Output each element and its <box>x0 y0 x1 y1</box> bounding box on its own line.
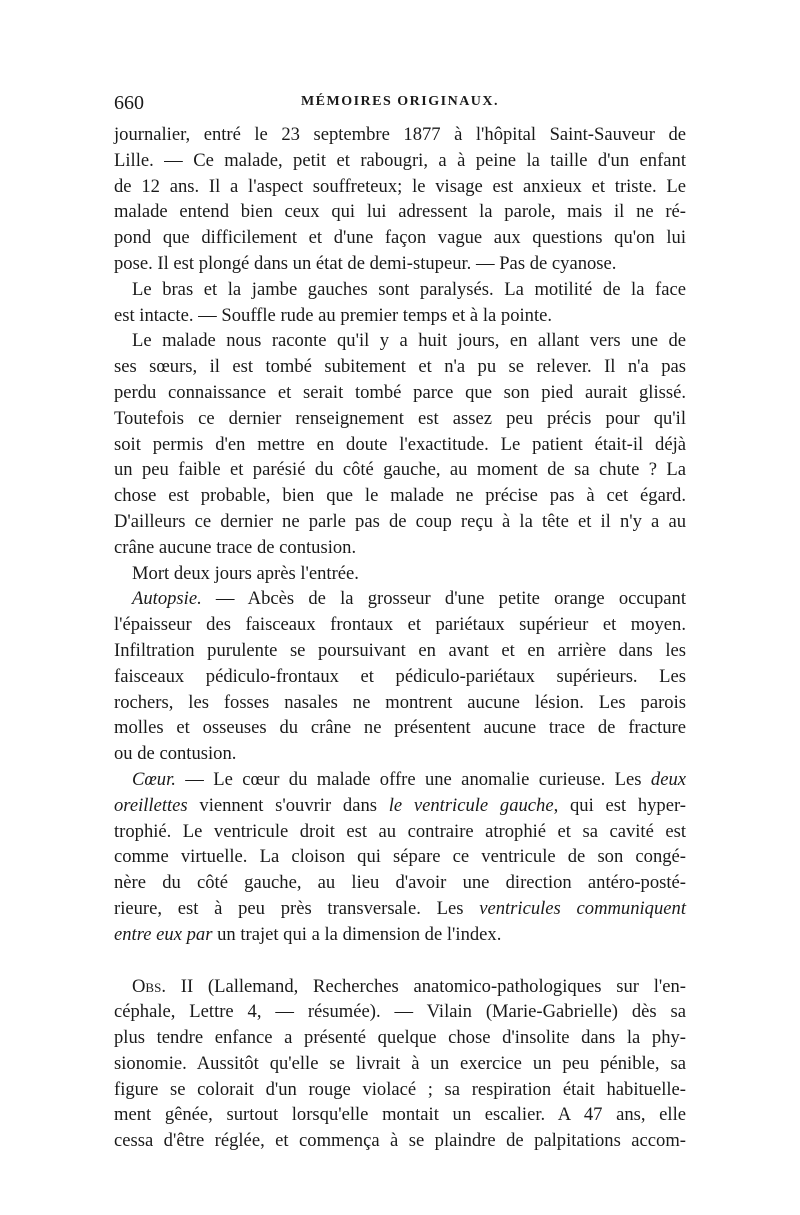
text-line: un peu faible et parésié du côté gauche, au moment de sa chute ? La <box>114 459 686 481</box>
text-line: céphale, Lettre 4, — résumée). — Vilain (Marie-Gabrielle) dès sa <box>114 1001 686 1023</box>
coeur-heading: Cœur. <box>132 768 176 790</box>
body-text <box>114 122 686 1154</box>
text-line: rochers, les fosses nasales ne montrent aucune lésion. Les parois <box>114 691 686 713</box>
text-run: un trajet qui a la dimension de l'index. <box>212 923 502 945</box>
text-line: ou de contusion. <box>114 743 237 765</box>
text-line: plus tendre enfance a présenté quelque chose d'insolite dans la phy- <box>114 1027 686 1049</box>
text-line: malade entend bien ceux qui lui adressent la parole, mais il ne ré- <box>114 201 686 223</box>
text-line <box>114 586 686 612</box>
text-line: de 12 ans. Il a l'aspect souffreteux; le visage est anxieux et triste. Le <box>114 175 686 197</box>
running-header <box>114 92 686 122</box>
text-line: Lille. — Ce malade, petit et rabougri, a à peine la taille d'un enfant <box>114 149 686 171</box>
text-line: Toutefois ce dernier renseignement est assez peu précis pour qu'il <box>114 407 686 429</box>
text-line: l'épaisseur des faisceaux frontaux et pariétaux supérieur et moyen. <box>114 614 686 636</box>
text-line: crâne aucune trace de contusion. <box>114 536 357 558</box>
text-line <box>114 896 686 922</box>
text-line: molles et osseuses du crâne ne présentent aucune trace de fracture <box>114 717 686 739</box>
text-line: faisceaux pédiculo-frontaux et pédiculo-pariétaux supérieurs. Les <box>114 665 686 687</box>
text-line: cessa d'être réglée, et commença à se plaindre de palpitations accom- <box>114 1130 686 1152</box>
text-line: perdu connaissance et serait tombé parce que son pied aurait glissé. <box>114 381 686 403</box>
text-line: pond que difficilement et d'une façon vague aux questions qu'on lui <box>114 227 686 249</box>
text-line <box>114 922 686 948</box>
text-line: soit permis d'en mettre en doute l'exactitude. Le patient était-il déjà <box>114 433 686 455</box>
text-line: D'ailleurs ce dernier ne parle pas de coup reçu à la tête et il n'y a au <box>114 510 686 532</box>
text-line <box>114 767 686 793</box>
text-line: ses sœurs, il est tombé subitement et n'a pu se relever. Il n'a pas <box>114 356 686 378</box>
page-number: 660 <box>114 92 144 114</box>
text-line: Mort deux jours après l'entrée. <box>132 562 359 584</box>
text-line: journalier, entré le 23 septembre 1877 à l'hôpital Saint-Sauveur de <box>114 124 686 145</box>
text-run: (Lallemand, Recherches anatomico-pathologiques sur l'en- <box>193 975 686 997</box>
book-page <box>114 92 686 1154</box>
text-line: ment gênée, surtout lorsqu'elle montait un escalier. A 47 ans, elle <box>114 1104 686 1126</box>
text-run-italic: oreillettes <box>114 794 188 816</box>
text-line: Infiltration purulente se poursuivant en avant et en arrière dans les <box>114 639 686 661</box>
text-line: pose. Il est plongé dans un état de demi-stupeur. — Pas de cyanose. <box>114 252 617 274</box>
text-line: figure se colorait d'un rouge violacé ; sa respiration était habituelle- <box>114 1078 686 1100</box>
text-line <box>114 974 686 1000</box>
text-run-italic: le ventricule gauche <box>388 794 554 816</box>
text-run: rieure, est à peu près transversale. Les <box>114 897 480 919</box>
text-run: — Le cœur du malade offre une anomalie curieuse. Les <box>175 768 651 790</box>
text-line: trophié. Le ventricule droit est au contraire atrophié et sa cavité est <box>114 820 686 842</box>
text-run-italic: deux <box>650 768 686 790</box>
text-run-italic: entre eux par <box>114 923 213 945</box>
section-gap <box>114 948 686 974</box>
text-line: comme virtuelle. La cloison qui sépare ce ventricule de son congé- <box>114 846 686 868</box>
text-line: sionomie. Aussitôt qu'elle se livrait à un exercice un peu pénible, sa <box>114 1052 686 1074</box>
observation-heading: Obs. II <box>132 975 194 997</box>
text-line: est intacte. — Souffle rude au premier temps et à la pointe. <box>114 304 553 326</box>
running-title: MÉMOIRES ORIGINAUX. <box>300 94 500 109</box>
text-line: Le malade nous raconte qu'il y a huit jours, en allant vers une de <box>132 330 686 352</box>
text-run: , qui est hyper- <box>553 794 686 816</box>
text-run: — Abcès de la grosseur d'une petite orange occupant <box>201 588 686 610</box>
text-line: chose est probable, bien que le malade ne précise pas à cet égard. <box>114 485 686 507</box>
autopsie-heading: Autopsie. <box>132 588 202 610</box>
text-run-italic: ventricules communiquent <box>479 897 686 919</box>
text-run: viennent s'ouvrir dans <box>187 794 389 816</box>
text-line <box>114 793 686 819</box>
text-line: Le bras et la jambe gauches sont paralysés. La motilité de la face <box>132 278 686 300</box>
text-line: nère du côté gauche, au lieu d'avoir une direction antéro-posté- <box>114 872 686 894</box>
